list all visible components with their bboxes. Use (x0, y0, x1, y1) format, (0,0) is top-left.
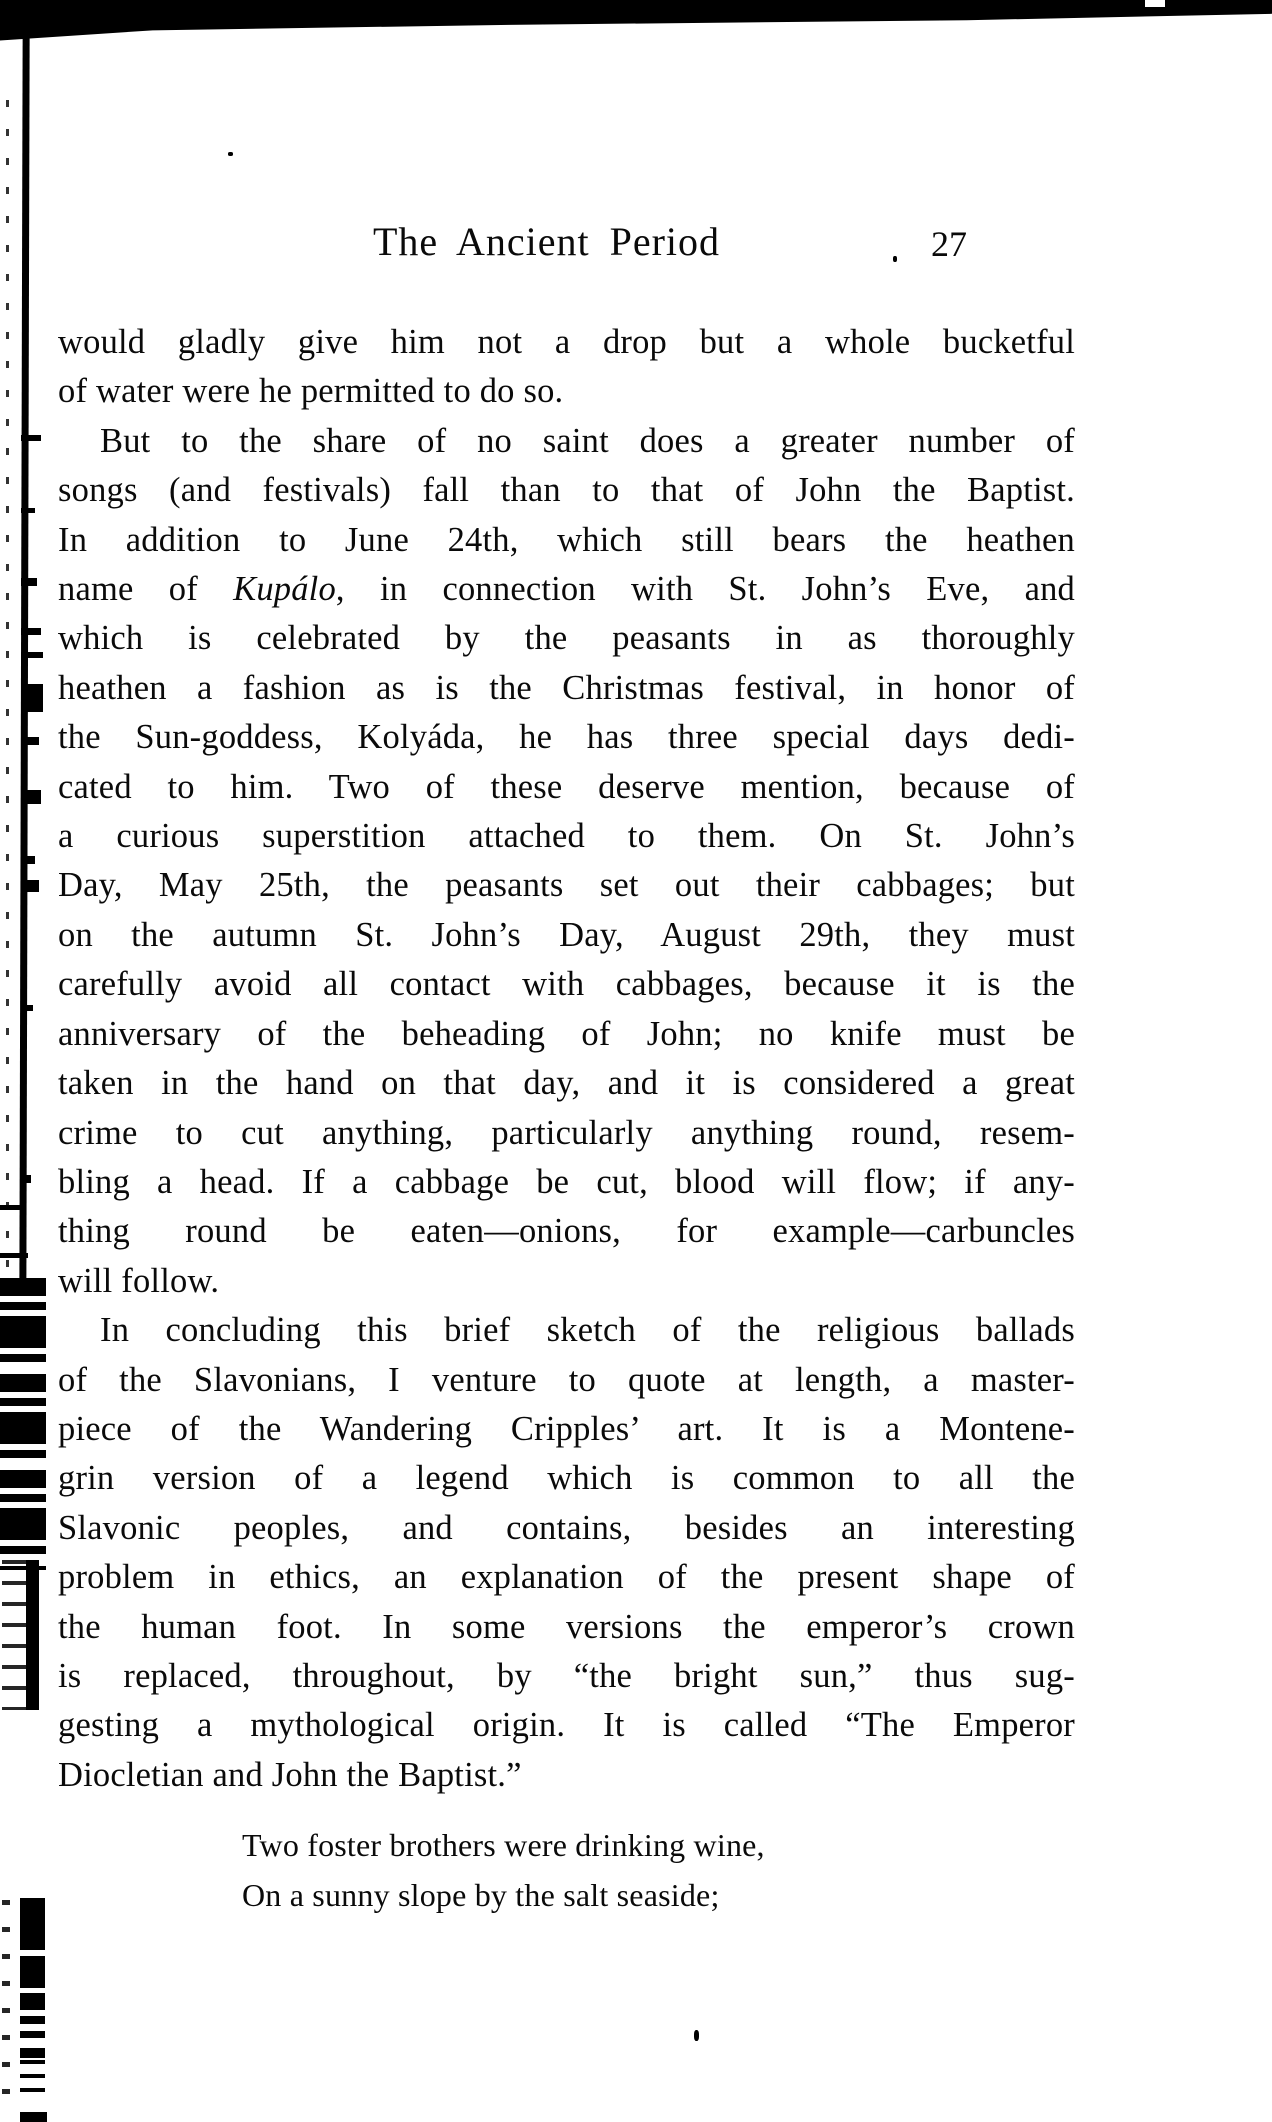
scan-artifact-tick (21, 1005, 33, 1011)
page-title: The Ancient Period (372, 219, 721, 264)
scan-artifact-whiskers (2, 1560, 26, 1710)
text-line: bling a head. If a cabbage be cut, blood will flow; if any- (58, 1162, 1075, 1201)
scan-artifact-lines (20, 2060, 45, 2100)
verse-line: Two foster brothers were drinking wine, (242, 1827, 765, 1864)
scan-artifact-tick (21, 790, 41, 804)
text-line: problem in ethics, an explanation of the present shape of (58, 1558, 1075, 1597)
text-line: gesting a mythological origin. It is called “The Emperor (58, 1706, 1075, 1745)
text-line: taken in the hand on that day, and it is considered a great (58, 1064, 1075, 1103)
text-line: Day, May 25th, the peasants set out their cabbages; but (58, 866, 1075, 905)
body-text (58, 318, 1075, 1800)
scan-artifact-tick (21, 856, 35, 864)
paragraph (58, 1306, 1075, 1800)
scan-artifact-tick (21, 880, 39, 892)
scan-artifact-barcode (0, 1278, 46, 1570)
text-line: crime to cut anything, particularly anything round, resem- (58, 1113, 1075, 1152)
text-line: would gladly give him not a drop but a whole bucketful (58, 323, 1075, 361)
text-line: the Sun-goddess, Kolyáda, he has three special days dedi- (58, 718, 1075, 757)
text-line: cated to him. Two of these deserve mention, because of (58, 767, 1075, 806)
scan-artifact-tick (21, 737, 39, 745)
text-line: will follow. (58, 1261, 220, 1300)
text-line: Diocletian and John the Baptist.” (58, 1755, 522, 1794)
scan-artifact-speckles (6, 100, 9, 1480)
page-number: 27 (931, 224, 967, 264)
text-line: piece of the Wandering Cripples’ art. It is a Montene- (58, 1409, 1075, 1448)
scan-artifact-tick (21, 1175, 31, 1183)
scan-artifact-dash (0, 1253, 28, 1258)
text-line: Slavonic peoples, and contains, besides an interesting (58, 1508, 1075, 1547)
text-line: name of Kupálo, in connection with St. John’s Eve, and (58, 570, 1075, 609)
text-line: which is celebrated by the peasants in as thoroughly (58, 619, 1075, 658)
text-column (58, 219, 1075, 1920)
text-line: on the autumn St. John’s Day, August 29th, they must (58, 915, 1075, 954)
scan-artifact-notch (1145, 0, 1165, 7)
verse-line: On a sunny slope by the salt seaside; (242, 1877, 720, 1914)
text-line: anniversary of the beheading of John; no knife must be (58, 1014, 1075, 1053)
text-line: heathen a fashion as is the Christmas festival, in honor of (58, 668, 1075, 707)
scan-speck (694, 2030, 699, 2041)
scan-artifact-tick (21, 435, 41, 441)
scan-speck (228, 152, 233, 156)
text-line: In concluding this brief sketch of the religious ballads (100, 1311, 1075, 1350)
text-line: carefully avoid all contact with cabbages, because it is the (58, 965, 1075, 1004)
scan-artifact-barcode (20, 1898, 45, 2058)
text-line: songs (and festivals) fall than to that of John the Baptist. (58, 471, 1075, 510)
scan-artifact-tick (21, 684, 43, 712)
text-line: of water were he permitted to do so. (58, 372, 564, 411)
text-line: But to the share of no saint does a greater number of (100, 421, 1075, 460)
scan-artifact-top-band (0, 0, 1272, 46)
text-line: In addition to June 24th, which still bears the heathen (58, 520, 1075, 559)
paragraph (58, 318, 1075, 417)
scan-artifact-bar (26, 1560, 39, 1710)
text-line: the human foot. In some versions the emperor’s crown (58, 1607, 1075, 1646)
verse-block (58, 1820, 1075, 1920)
paragraph (58, 417, 1075, 1306)
running-header (58, 219, 1075, 264)
scan-artifact-bar (20, 2112, 47, 2122)
scan-artifact-dash (0, 1205, 24, 1210)
scan-artifact-tick (21, 652, 43, 658)
text-line: thing round be eaten—onions, for example—carbuncles (58, 1212, 1075, 1251)
scan-artifact-binding-line (19, 36, 29, 1286)
scan-artifact-tick (21, 628, 41, 635)
text-line: a curious superstition attached to them. On St. John’s (58, 817, 1075, 856)
scan-artifact-tick (21, 508, 35, 513)
text-line: of the Slavonians, I venture to quote at length, a master- (58, 1360, 1075, 1399)
scan-artifact-dashes (2, 1900, 10, 2100)
text-line: grin version of a legend which is common to all the (58, 1459, 1075, 1498)
scan-artifact-tick (21, 578, 37, 586)
text-line: is replaced, throughout, by “the bright sun,” thus sug- (58, 1656, 1075, 1695)
